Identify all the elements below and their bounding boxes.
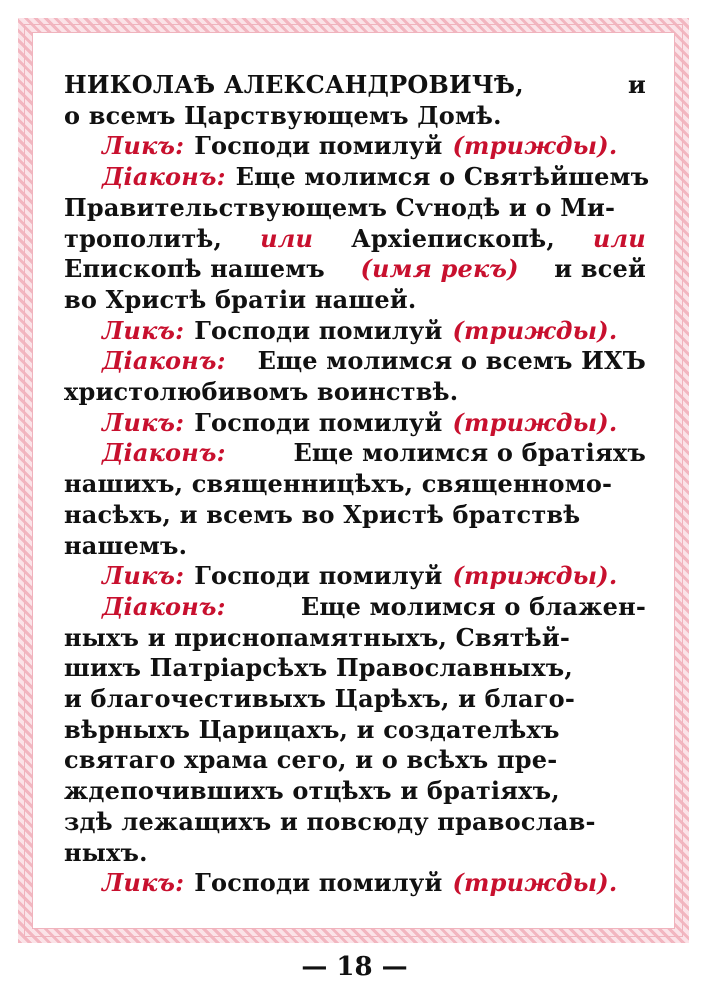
text-line <box>64 592 646 623</box>
body-text: здѣ лежащихъ и повсюду православ- <box>64 806 596 836</box>
text-line <box>64 193 646 224</box>
rubric-text: или <box>260 223 314 253</box>
text-line <box>64 807 646 838</box>
body-text: Господи помилуй <box>194 131 443 161</box>
body-text: Епископѣ нашемъ <box>64 254 325 284</box>
rubric-text: (трижды). <box>452 131 618 161</box>
body-text: Архіепископѣ, <box>351 223 555 253</box>
body-text: насѣхъ, и всемъ во Христѣ братствѣ <box>64 499 581 529</box>
rubric-text: Діаконъ: <box>102 591 226 621</box>
body-text: Еще молимся о Святѣйшемъ <box>235 162 650 192</box>
page-number: — 18 — <box>301 952 408 982</box>
text-line <box>64 684 646 715</box>
text-line <box>64 868 646 899</box>
text-line <box>64 653 646 684</box>
rubric-text: Ликъ: <box>102 561 185 591</box>
body-text: Еще молимся о всемъ ИХЪ <box>257 346 646 376</box>
text-line <box>64 438 646 469</box>
body-text: Господи помилуй <box>194 868 443 898</box>
body-text: и благочестивыхъ Царѣхъ, и благо- <box>64 684 576 714</box>
text-line <box>64 531 646 562</box>
body-text: ждепочившихъ отцѣхъ и братіяхъ, <box>64 776 560 806</box>
rubric-text: (трижды). <box>452 407 618 437</box>
body-text: ныхъ и приснопамятныхъ, Святѣй- <box>64 622 571 652</box>
text-line <box>64 285 646 316</box>
body-text: Господи помилуй <box>194 407 443 437</box>
text-line <box>64 316 646 347</box>
body-text: Господи помилуй <box>194 315 443 345</box>
rubric-text: (трижды). <box>452 561 618 591</box>
text-line <box>64 561 646 592</box>
rubric-text: (трижды). <box>452 868 618 898</box>
text-line <box>64 623 646 654</box>
body-text: нашихъ, священницѣхъ, священномо- <box>64 469 613 499</box>
text-line <box>64 70 646 101</box>
liturgical-text <box>64 70 650 899</box>
text-line <box>64 715 646 746</box>
body-text: Еще молимся о блажен- <box>300 591 646 621</box>
body-text: христолюбивомъ воинствѣ. <box>64 377 459 407</box>
body-text: Правительствующемъ Сѵнодѣ и о Ми- <box>64 192 616 222</box>
text-line <box>64 500 646 531</box>
rubric-text: Діаконъ: <box>102 162 226 192</box>
rubric-text: Ликъ: <box>102 407 185 437</box>
body-text: шихъ Патріарсѣхъ Православныхъ, <box>64 653 573 683</box>
text-line <box>64 776 646 807</box>
rubric-text: Ликъ: <box>102 315 185 345</box>
rubric-text: Ликъ: <box>102 868 185 898</box>
body-text: НИКОЛАѢ АЛЕКСАНДРОВИЧѢ, <box>64 70 524 99</box>
rubric-text: Ликъ: <box>102 131 185 161</box>
body-text: нашемъ. <box>64 530 188 560</box>
text-line <box>64 745 646 776</box>
body-text: Господи помилуй <box>194 561 443 591</box>
body-text: о всемъ Царствующемъ Домѣ. <box>64 100 502 130</box>
body-text: трополитѣ, <box>64 223 223 253</box>
rubric-text: Діаконъ: <box>102 438 226 468</box>
text-line <box>64 254 646 285</box>
rubric-text: или <box>592 223 646 253</box>
rubric-text: Діаконъ: <box>102 346 226 376</box>
body-text: святаго храма сего, и о всѣхъ пре- <box>64 745 558 775</box>
text-line <box>64 346 646 377</box>
text-line <box>64 162 650 193</box>
body-text: и всей <box>554 254 646 284</box>
rubric-text: (трижды). <box>452 315 618 345</box>
body-text: во Христѣ братіи нашей. <box>64 284 417 314</box>
rubric-text: (имя рекъ) <box>360 254 519 284</box>
body-text: ныхъ. <box>64 837 148 867</box>
body-text: Еще молимся о братіяхъ <box>293 438 646 468</box>
text-line <box>64 408 646 439</box>
text-line <box>64 377 646 408</box>
text-line <box>64 131 646 162</box>
text-line <box>64 838 646 869</box>
text-line <box>64 224 646 255</box>
body-text: вѣрныхъ Царицахъ, и создателѣхъ <box>64 714 560 744</box>
body-text: и <box>627 70 646 99</box>
text-line <box>64 101 646 132</box>
text-line <box>64 469 646 500</box>
